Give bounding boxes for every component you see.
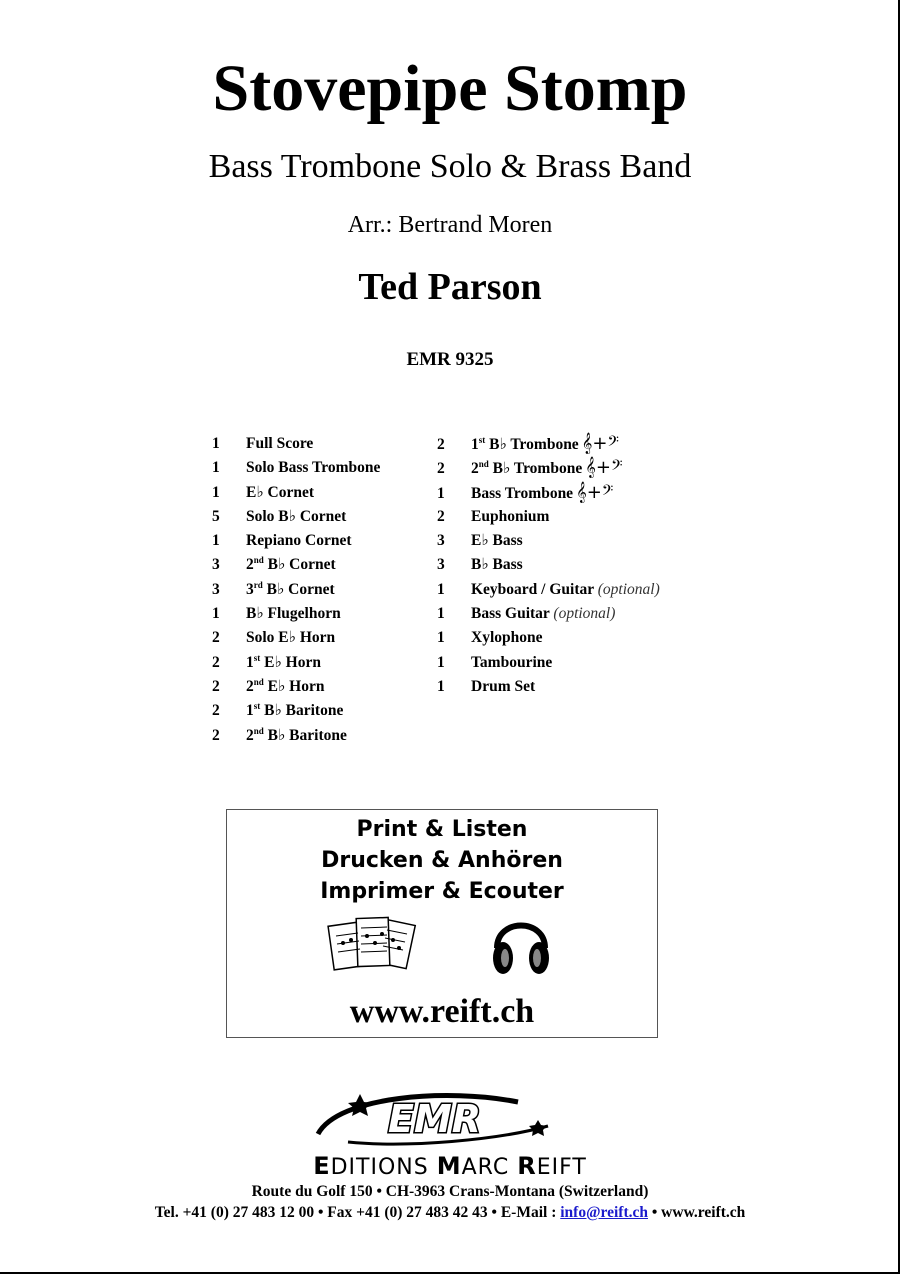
part-name: E♭ Cornet	[246, 483, 315, 501]
part-row	[212, 505, 380, 529]
part-optional-note: (optional)	[553, 605, 616, 623]
part-ordinal-suffix: rd	[253, 579, 263, 590]
part-name: Solo E♭ Horn	[246, 629, 336, 647]
part-name: 2	[246, 726, 254, 744]
part-row	[437, 578, 660, 602]
part-row	[437, 626, 660, 650]
part-name-rest: B♭ Baritone	[260, 702, 344, 720]
part-name: Drum Set	[471, 677, 536, 695]
part-quantity: 1	[212, 483, 220, 501]
part-name: 1	[471, 436, 479, 453]
part-quantity: 2	[212, 702, 220, 720]
part-quantity: 2	[212, 653, 220, 671]
part-ordinal-suffix: nd	[253, 676, 264, 687]
part-row	[212, 553, 380, 577]
part-name: Euphonium	[471, 507, 550, 525]
part-optional-note: (optional)	[597, 580, 660, 598]
publisher-name: EDITIONS MARC REIFT	[313, 1152, 587, 1180]
publisher-contact	[0, 1203, 900, 1223]
part-name-rest: B♭ Cornet	[263, 556, 336, 574]
headphones-icon	[489, 908, 553, 980]
part-name-rest: B♭ Trombone	[485, 436, 579, 453]
part-name: Bass Guitar	[471, 605, 550, 623]
part-quantity: 1	[212, 532, 220, 550]
part-name-rest: E♭ Horn	[260, 653, 321, 671]
part-quantity: 3	[437, 532, 445, 550]
part-quantity: 3	[212, 556, 220, 574]
part-name: E♭ Bass	[471, 532, 523, 550]
print-listen-box[interactable]	[226, 809, 658, 1038]
part-quantity: 2	[212, 677, 220, 695]
part-quantity: 1	[212, 459, 220, 477]
part-ordinal-suffix: st	[478, 434, 486, 445]
part-name: Full Score	[246, 435, 314, 452]
part-quantity: 3	[212, 580, 220, 598]
part-name: Keyboard / Guitar	[471, 580, 594, 598]
part-row	[212, 432, 380, 456]
sheet-music-icon	[327, 910, 423, 986]
part-row	[212, 602, 380, 626]
part-name: Bass Trombone	[471, 484, 574, 502]
part-name: 2	[246, 556, 254, 574]
part-ordinal-suffix: nd	[253, 725, 264, 736]
promo-url[interactable]: www.reift.ch	[349, 993, 535, 1030]
part-row	[212, 675, 380, 699]
part-quantity: 1	[212, 605, 220, 623]
promo-line-print: Print & Listen	[356, 817, 528, 842]
part-row	[212, 626, 380, 650]
title: Stovepipe Stomp	[212, 52, 688, 125]
emr-logo-text: EMR	[388, 1097, 482, 1141]
arranger: Arr.: Bertrand Moren	[347, 212, 553, 238]
part-quantity: 1	[437, 484, 445, 502]
part-name: B♭ Flugelhorn	[246, 605, 341, 623]
part-row	[212, 651, 380, 675]
part-row	[212, 529, 380, 553]
part-quantity: 2	[212, 726, 220, 744]
part-name: Solo B♭ Cornet	[246, 507, 347, 525]
parts-list-left	[212, 432, 380, 748]
part-row	[437, 602, 660, 626]
part-row	[437, 432, 660, 456]
part-row	[437, 481, 660, 505]
part-ordinal-suffix: st	[253, 652, 261, 663]
part-row	[212, 578, 380, 602]
part-name-rest: B♭ Trombone	[488, 460, 583, 478]
part-quantity: 1	[437, 580, 445, 598]
part-name-rest: B♭ Baritone	[263, 726, 347, 744]
clef-icon: 𝄞+𝄢	[581, 433, 619, 454]
part-quantity: 3	[437, 556, 445, 574]
part-name-rest: B♭ Cornet	[262, 580, 335, 598]
promo-line-drucken: Drucken & Anhören	[321, 848, 563, 873]
part-name: Repiano Cornet	[246, 532, 352, 550]
clef-icon: 𝄞+𝄢	[585, 457, 623, 479]
contact-phone-fax: Tel. +41 (0) 27 483 12 00 • Fax +41 (0) 27 483 42 43 • E-Mail :	[154, 1204, 561, 1221]
part-quantity: 2	[212, 629, 220, 647]
part-row	[212, 699, 380, 723]
part-quantity: 1	[212, 435, 220, 452]
email-link[interactable]: info@reift.ch	[560, 1204, 648, 1221]
part-quantity: 1	[437, 605, 445, 623]
part-quantity: 2	[437, 460, 445, 478]
part-row	[437, 505, 660, 529]
promo-line-imprimer: Imprimer & Ecouter	[320, 879, 564, 904]
part-name: 2	[471, 460, 479, 478]
part-quantity: 1	[437, 653, 445, 671]
part-row	[212, 481, 380, 505]
part-name: 3	[246, 580, 254, 598]
part-quantity: 5	[212, 507, 220, 525]
part-name: 1	[246, 702, 254, 720]
clef-icon: 𝄞+𝄢	[576, 481, 614, 503]
parts-list-right	[437, 432, 660, 699]
part-name: 2	[246, 677, 254, 695]
part-quantity: 1	[437, 677, 445, 695]
catalog-number: EMR 9325	[406, 349, 494, 370]
publisher-address: Route du Golf 150 • CH-3963 Crans-Montana (Switzerland)	[251, 1183, 649, 1200]
part-quantity: 2	[437, 507, 445, 525]
part-row	[437, 651, 660, 675]
part-ordinal-suffix: nd	[478, 459, 489, 470]
composer: Ted Parson	[358, 266, 542, 308]
part-name: B♭ Bass	[471, 556, 523, 574]
subtitle: Bass Trombone Solo & Brass Band	[208, 148, 692, 185]
part-name: Solo Bass Trombone	[246, 459, 381, 477]
part-quantity: 1	[437, 629, 445, 647]
part-name: Tambourine	[471, 653, 553, 671]
part-row	[437, 529, 660, 553]
part-name: 1	[246, 653, 254, 671]
contact-website: • www.reift.ch	[648, 1204, 746, 1221]
part-ordinal-suffix: st	[253, 701, 261, 712]
part-row	[437, 456, 660, 480]
part-name-rest: E♭ Horn	[263, 677, 325, 695]
part-ordinal-suffix: nd	[253, 555, 264, 566]
part-row	[212, 724, 380, 748]
part-row	[437, 553, 660, 577]
emr-logo	[308, 1086, 558, 1148]
part-row	[212, 456, 380, 480]
part-quantity: 2	[437, 436, 445, 453]
part-name: Xylophone	[471, 629, 543, 647]
part-row	[437, 675, 660, 699]
